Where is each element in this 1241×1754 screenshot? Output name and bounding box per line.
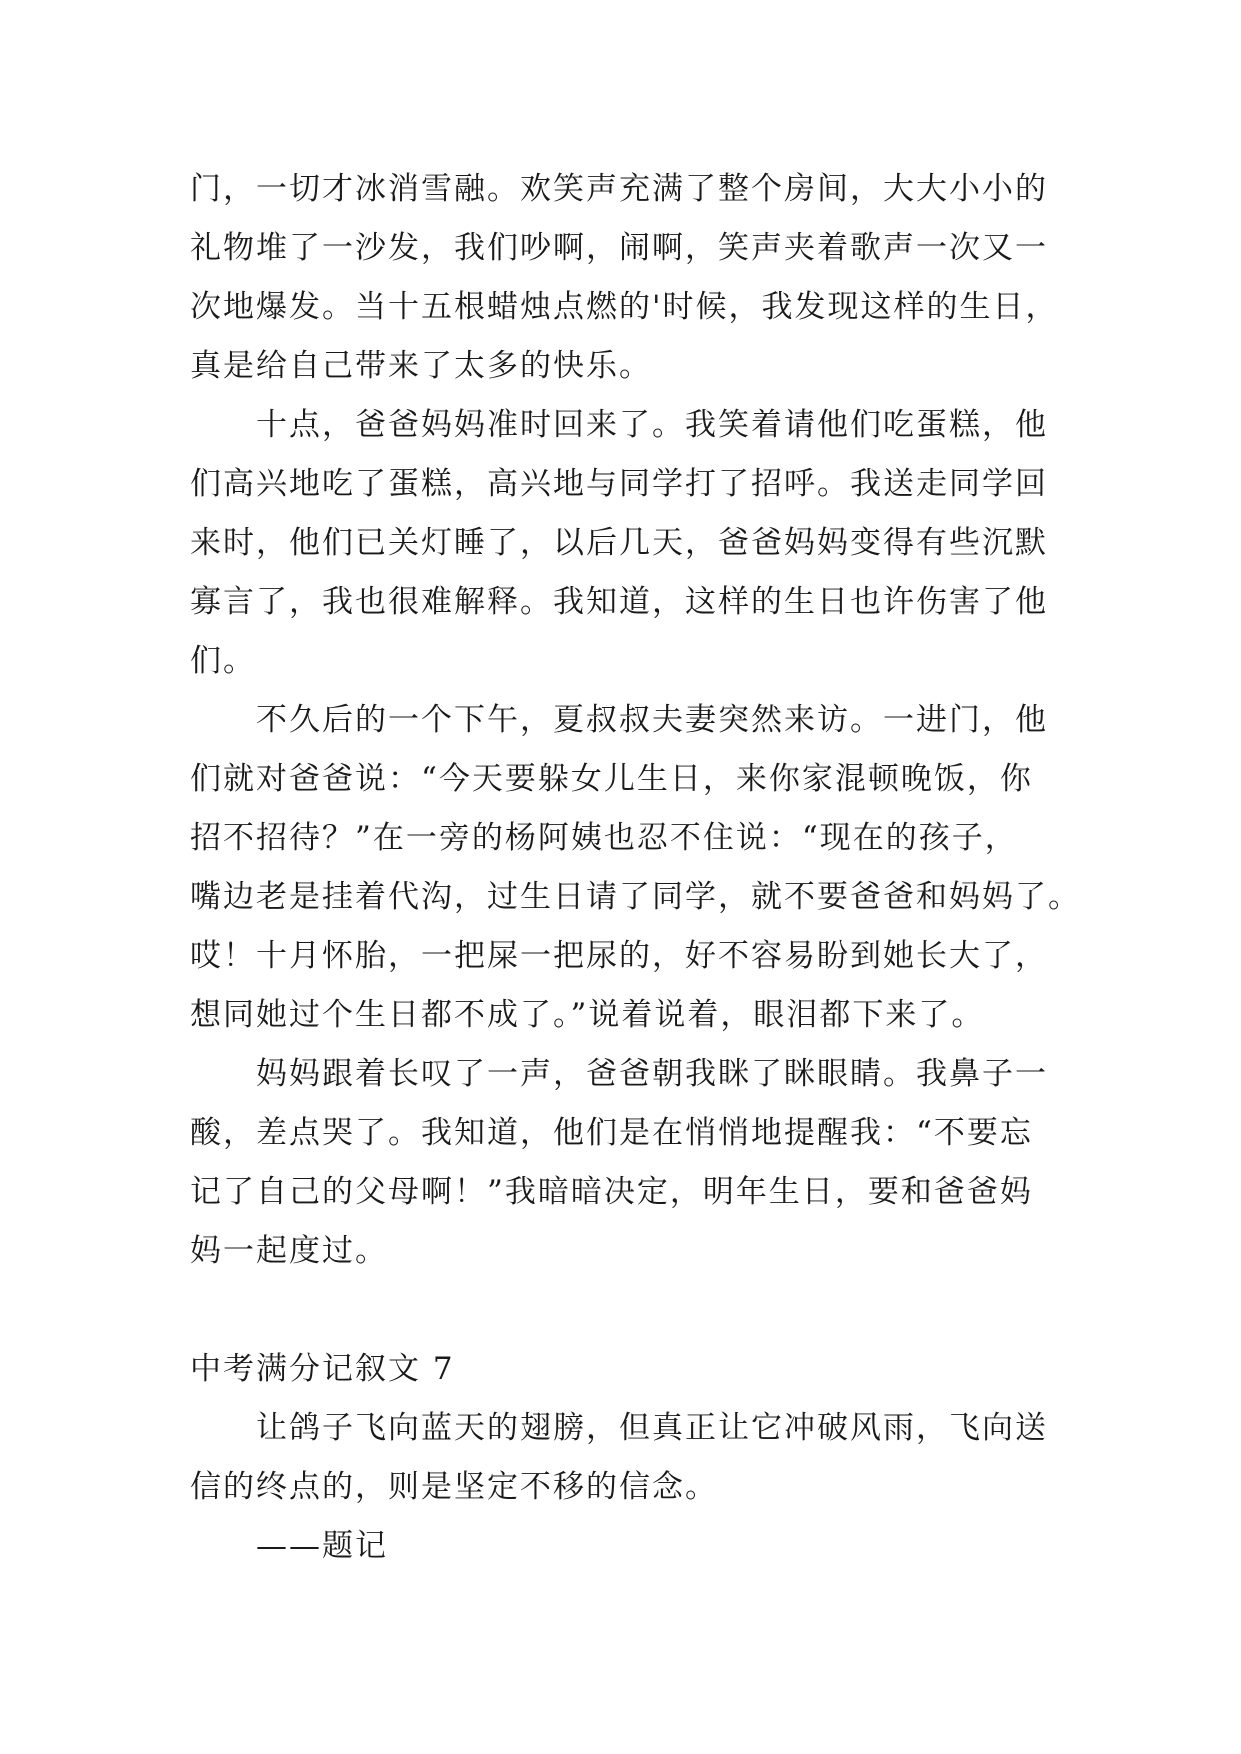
text-line: 们。 — [190, 643, 256, 679]
text-line: 记了自己的父母啊！”我暗暗决定，明年生日，要和爸爸妈 — [190, 1174, 1033, 1210]
text-line: 妈一起度过。 — [190, 1233, 388, 1269]
text-line: 招不招待？”在一旁的杨阿姨也忍不住说：“现在的孩子， — [190, 820, 1018, 856]
text-line: 十点，爸爸妈妈准时回来了。我笑着请他们吃蛋糕，他 — [256, 407, 1048, 443]
text-line: 寡言了，我也很难解释。我知道，这样的生日也许伤害了他 — [190, 584, 1048, 620]
text-line: 来时，他们已关灯睡了，以后几天，爸爸妈妈变得有些沉默 — [190, 525, 1048, 561]
paragraph — [190, 1399, 1060, 1517]
document-body — [190, 160, 1081, 1576]
text-line: 门，一切才冰消雪融。欢笑声充满了整个房间，大大小小的 — [190, 171, 1048, 207]
text-line: 酸，差点哭了。我知道，他们是在悄悄地提醒我：“不要忘 — [190, 1115, 1033, 1151]
text-line: 真是给自己带来了太多的快乐。 — [190, 348, 652, 384]
text-line: 信的终点的，则是坚定不移的信念。 — [190, 1469, 718, 1505]
text-line: 嘴边老是挂着代沟，过生日请了同学，就不要爸爸和妈妈了。 — [190, 879, 1081, 915]
text-line: 们高兴地吃了蛋糕，高兴地与同学打了招呼。我送走同学回 — [190, 466, 1048, 502]
text-line: 哎！十月怀胎，一把屎一把尿的，好不容易盼到她长大了， — [190, 938, 1048, 974]
paragraph — [190, 1045, 1060, 1281]
text-line: 想同她过个生日都不成了。”说着说着，眼泪都下来了。 — [190, 997, 985, 1033]
section-title: 中考满分记叙文 7 — [190, 1351, 455, 1387]
text-line: 们就对爸爸说：“今天要躲女儿生日，来你家混顿晚饭，你 — [190, 761, 1033, 797]
paragraph — [190, 691, 1081, 1045]
epigraph-signature: ——题记 — [256, 1528, 388, 1564]
text-line: 妈妈跟着长叹了一声，爸爸朝我眯了眯眼睛。我鼻子一 — [256, 1056, 1048, 1092]
text-line: 让鸽子飞向蓝天的翅膀，但真正让它冲破风雨，飞向送 — [256, 1410, 1048, 1446]
text-line: 次地爆发。当十五根蜡烛点燃的'时候，我发现这样的生日， — [190, 289, 1059, 325]
section-spacer — [190, 1281, 1060, 1340]
text-line: 礼物堆了一沙发，我们吵啊，闹啊，笑声夹着歌声一次又一 — [190, 230, 1048, 266]
paragraph — [190, 160, 1060, 396]
text-line: 不久后的一个下午，夏叔叔夫妻突然来访。一进门，他 — [256, 702, 1048, 738]
paragraph — [190, 396, 1060, 691]
